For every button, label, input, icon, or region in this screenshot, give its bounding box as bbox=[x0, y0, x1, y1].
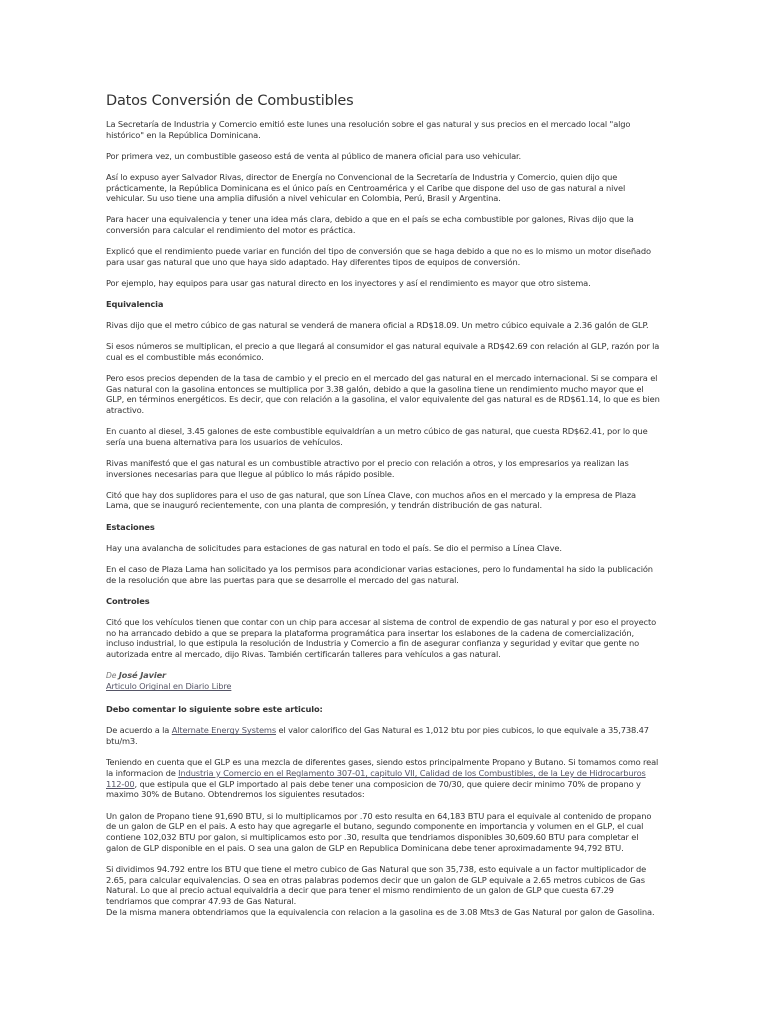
document-page bbox=[106, 92, 661, 928]
intro-section bbox=[106, 119, 661, 289]
commentary-text: Teniendo en cuenta que el GLP es una mezcla de diferentes gases, siendo estos principalmente Propano y Butano. Si tomamos como real la informacion de bbox=[106, 757, 659, 779]
article-paragraph: Para hacer una equivalencia y tener una idea más clara, debido a que en el país se echa combustible por galones, Rivas dijo que la conversión para calcular el rendimiento del motor es práctica. bbox=[106, 214, 634, 235]
article-paragraph: Rivas dijo que el metro cúbico de gas natural se venderá de manera oficial a RD$18.09. Un metro cúbico equivale a 2.36 galón de GLP. bbox=[106, 320, 649, 331]
article-paragraph: Si esos números se multiplican, el precio a que llegará al consumidor el gas natural equivale a RD$42.69 con relación al GLP, razón por la cual es el combustible más económico. bbox=[106, 341, 660, 363]
section-heading-controles: Controles bbox=[106, 595, 150, 606]
commentary-text: , que estipula que el GLP importado al pais debe tener una composicion de 70/30, que quiere decir minimo 70% de propano y maximo 30% de Butano. Obtendremos los siguientes resutados: bbox=[106, 778, 641, 800]
article-paragraph: Hay una avalancha de solicitudes para estaciones de gas natural en todo el país. Se dio el permiso a Línea Clave. bbox=[106, 542, 562, 553]
commentary-text: el valor calorifico del Gas Natural es 1,012 btu por pies cubicos, lo que equivale a 35,738.47 btu/m3. bbox=[106, 725, 649, 746]
article-paragraph: Citó que hay dos suplidores para el uso de gas natural, que son Línea Clave, con muchos años en el mercado y la empresa de Plaza Lama, que se inauguró recientemente, con una planta de compresión, y tendrán distribución de gas natural. bbox=[106, 489, 636, 511]
article-paragraph: En cuanto al diesel, 3.45 galones de este combustible equivaldrían a un metro cúbico de gas natural, que cuesta RD$62.41, por lo que sería una buena alternativa para los usuarios de vehículos. bbox=[106, 426, 648, 447]
article-paragraph: Rivas manifestó que el gas natural es un combustible atractivo por el precio con relación a otros, y los empresarios ya realizan las inversiones necesarias para que llegue al público lo más rápido posible. bbox=[106, 458, 629, 479]
article-paragraph: Por primera vez, un combustible gaseoso está de venta al público de manera oficial para uso vehicular. bbox=[106, 150, 522, 161]
commentary-heading: Debo comentar lo siguiente sobre este articulo: bbox=[106, 704, 323, 715]
section-heading-estaciones: Estaciones bbox=[106, 521, 155, 532]
commentary-section bbox=[106, 704, 661, 917]
estaciones-section bbox=[106, 543, 661, 585]
article-paragraph: Por ejemplo, hay equipos para usar gas natural directo en los inyectores y así el rendimiento es mayor que otro sistema. bbox=[106, 277, 591, 288]
controles-section bbox=[106, 617, 661, 659]
author-line bbox=[106, 670, 661, 682]
original-article-link[interactable]: Articulo Original en Diario Libre bbox=[106, 681, 232, 692]
section-heading-equivalencia: Equivalencia bbox=[106, 299, 164, 310]
article-paragraph: Explicó que el rendimiento puede variar en función del tipo de conversión que se haga debido a que no es lo mismo un motor diseñado para usar gas natural que uno que haya sido adaptado. Hay diferentes tipos de equipos de conversión. bbox=[106, 246, 651, 267]
article-title: Datos Conversión de Combustibles bbox=[106, 93, 354, 109]
commentary-paragraph: De la misma manera obtendriamos que la equivalencia con relacion a la gasolina es de 3.08 Mts3 de Gas Natural por galon de Gasolina. bbox=[106, 906, 655, 917]
article-paragraph: En el caso de Plaza Lama han solicitado ya los permisos para acondicionar varias estaciones, pero lo fundamental ha sido la publicación de la resolución que abre las puertas para que se desarrolle el mercado del gas natural. bbox=[106, 563, 653, 585]
commentary-paragraph bbox=[106, 757, 661, 799]
article-paragraph: Citó que los vehículos tienen que contar con un chip para accesar al sistema de control de expendio de gas natural y por eso el proyecto no ha arrancado debido a que se prepara la plataforma programática para insertar los eslabones de la cadena de comercialización, incluso industrial, lo que estipula la resolución de Industria y Comercio a fin de asegurar confianza y seguridad y evitar que gente no autorizada entre al mercado, dijo Rivas. También certificarán talleres para vehículos a gas natural. bbox=[106, 616, 657, 659]
article-paragraph: Así lo expuso ayer Salvador Rivas, director de Energía no Convencional de la Secretaría de Industria y Comercio, quien dijo que prácticamente, la República Dominicana es el único país en Centroamérica y el Caribe que dispone del uso de gas natural a nivel vehicular. Su uso tiene una amplia difusión a nivel vehicular en Colombia, Perú, Brasil y Argentina. bbox=[106, 171, 626, 204]
article-paragraph: La Secretaría de Industria y Comercio emitió este lunes una resolución sobre el gas natural y sus precios en el mercado local "algo histórico" en la República Dominicana. bbox=[106, 119, 631, 140]
commentary-paragraph: Un galon de Propano tiene 91,690 BTU, si lo multiplicamos por .70 esto resulta en 64,183 BTU para el equivale al contenido de propano de un galon de GLP en el pais. A esto hay que agregarle el butano, segundo componente en importancia y volumen en el GLP, el cual contiene 102,032 BTU por galon, si multiplicamos esto por .30, resulta que tendriamos disponibles 30,609.60 BTU para completar el galon de GLP disponible en el pais. O sea una galon de GLP en Republica Dominicana debe tener aproximadamente 94,792 BTU. bbox=[106, 810, 652, 853]
article-paragraph: Pero esos precios dependen de la tasa de cambio y el precio en el mercado del gas natural en el mercado internacional. Si se compara el Gas natural con la gasolina entonces se multiplica por 3.38 galón, debido a que la gasolina tiene un rendimiento mucho mayor que el GLP, en términos energéticos. Es decir, que con relación a la gasolina, el valor equivalente del gas natural es de RD$61.14, lo que es bien atractivo. bbox=[106, 373, 660, 416]
author-name: José Javier bbox=[118, 669, 166, 680]
article-byline bbox=[106, 670, 661, 692]
alternate-energy-systems-link[interactable]: Alternate Energy Systems bbox=[171, 725, 277, 736]
equivalencia-section bbox=[106, 320, 661, 511]
byline-prefix: De bbox=[106, 670, 117, 680]
commentary-paragraph bbox=[106, 725, 661, 746]
reglamento-link[interactable]: Industria y Comercio en el Reglamento 307-01, capitulo VII, Calidad de los Combustibles, de la Ley de Hidrocarburos 112-00 bbox=[106, 768, 646, 789]
commentary-paragraph: Si dividimos 94.792 entre los BTU que tiene el metro cubico de Gas Natural que son 35,738, esto equivale a un factor multiplicador de 2.65, para calcular equivalencias. O sea en otras palabras podemos decir que un galon de GLP equivale a 2.65 metros cubicos de Gas Natural. Lo que al precio actual equivaldria a decir que para tener el mismo rendimiento de un galon de GLP que cuesta 67.29 tendriamos que comprar 47.93 de Gas Natural. bbox=[106, 864, 647, 906]
commentary-text: De acuerdo a la bbox=[106, 725, 172, 736]
